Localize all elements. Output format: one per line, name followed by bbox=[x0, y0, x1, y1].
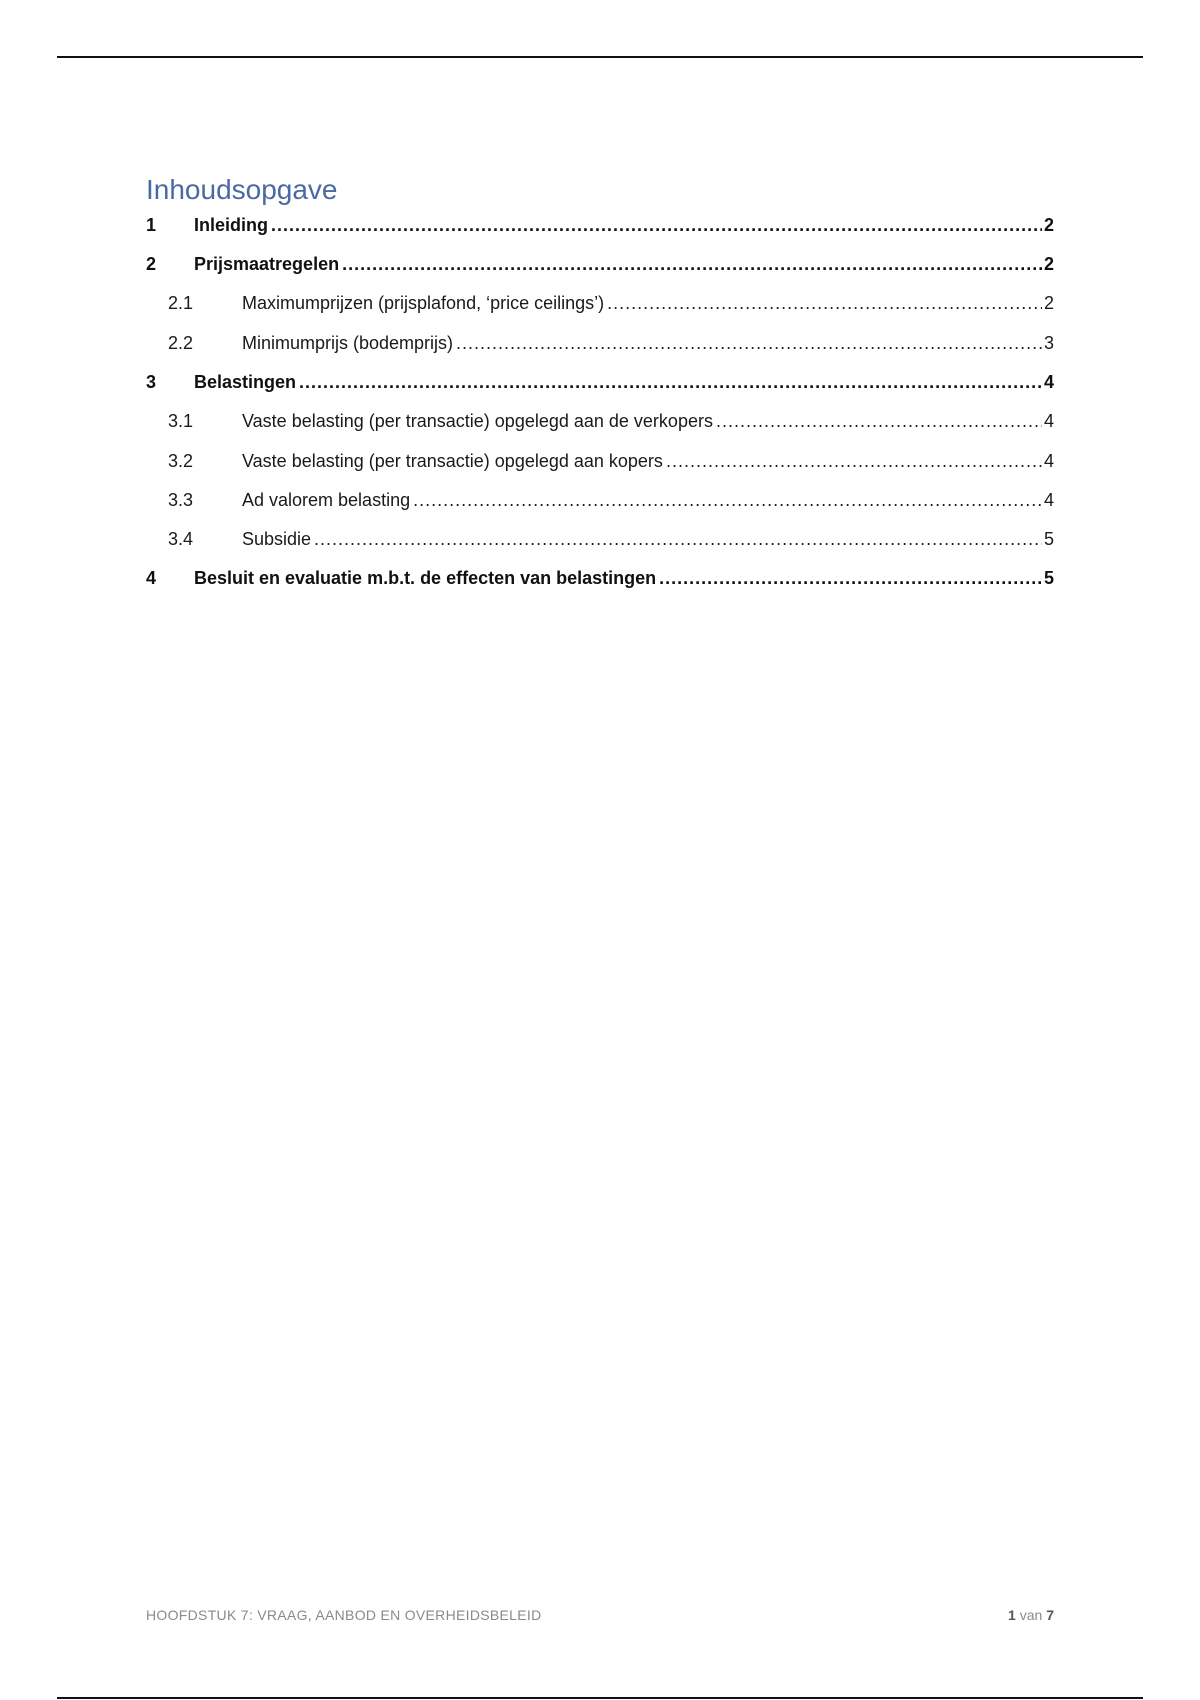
toc-entry-number: 3.1 bbox=[168, 411, 194, 431]
toc-entry-page: 4 bbox=[1043, 411, 1054, 431]
toc-entry-3-2[interactable] bbox=[146, 448, 1054, 474]
toc-entry-title: Belastingen bbox=[194, 372, 297, 392]
footer-rule bbox=[57, 1697, 1143, 1699]
footer-chapter-title: HOOFDSTUK 7: VRAAG, AANBOD EN OVERHEIDSBELEID bbox=[146, 1607, 542, 1623]
footer-page-separator: van bbox=[1019, 1607, 1043, 1623]
toc-entry-2[interactable] bbox=[146, 251, 1054, 277]
toc-dot-leader bbox=[659, 565, 1042, 591]
toc-entry-title: Minimumprijs (bodemprijs) bbox=[242, 333, 454, 353]
header-rule bbox=[57, 56, 1143, 58]
toc-dot-leader bbox=[413, 487, 1042, 513]
toc-entry-page: 2 bbox=[1043, 215, 1054, 235]
toc-entry-title: Prijsmaatregelen bbox=[194, 254, 340, 274]
toc-entry-title: Vaste belasting (per transactie) opgelegd aan kopers bbox=[242, 451, 663, 471]
toc-entry-title: Maximumprijzen (prijsplafond, ‘price ceilings’) bbox=[242, 293, 605, 313]
toc-entry-number: 1 bbox=[146, 215, 157, 235]
toc-entry-2-1[interactable] bbox=[146, 290, 1054, 316]
toc-entry-number: 2.2 bbox=[168, 333, 194, 353]
toc-entry-3-1[interactable] bbox=[146, 408, 1054, 434]
toc-entry-2-2[interactable] bbox=[146, 330, 1054, 356]
toc-entry-page: 5 bbox=[1043, 529, 1054, 549]
toc-entry-page: 5 bbox=[1043, 568, 1054, 588]
toc-entry-title: Subsidie bbox=[242, 529, 312, 549]
toc-dot-leader bbox=[607, 290, 1042, 316]
toc-entry-4[interactable] bbox=[146, 565, 1054, 591]
toc-entry-number: 3.4 bbox=[168, 529, 194, 549]
toc-entry-title: Besluit en evaluatie m.b.t. de effecten van belastingen bbox=[194, 568, 657, 588]
toc-entry-3-4[interactable] bbox=[146, 526, 1054, 552]
toc-entry-title: Ad valorem belasting bbox=[242, 490, 411, 510]
toc-dot-leader bbox=[666, 448, 1042, 474]
toc-entry-number: 2.1 bbox=[168, 293, 194, 313]
toc-heading: Inhoudsopgave bbox=[146, 174, 338, 205]
toc-entry-number: 3.3 bbox=[168, 490, 194, 510]
toc-entry-number: 3.2 bbox=[168, 451, 194, 471]
toc-dot-leader bbox=[299, 369, 1042, 395]
toc-entry-1[interactable] bbox=[146, 212, 1054, 238]
toc-entry-page: 4 bbox=[1043, 490, 1054, 510]
toc-entry-page: 3 bbox=[1043, 333, 1054, 353]
toc-entry-title: Inleiding bbox=[194, 215, 268, 235]
toc-dot-leader bbox=[716, 408, 1042, 434]
footer-current-page: 1 bbox=[1008, 1607, 1016, 1623]
toc-entry-number: 3 bbox=[146, 372, 157, 392]
footer-total-pages: 7 bbox=[1046, 1607, 1054, 1623]
toc-dot-leader bbox=[314, 526, 1042, 552]
toc-entry-number: 2 bbox=[146, 254, 157, 274]
toc-entry-3-3[interactable] bbox=[146, 487, 1054, 513]
toc-entry-number: 4 bbox=[146, 568, 157, 588]
toc-dot-leader bbox=[342, 251, 1042, 277]
toc-entry-page: 4 bbox=[1043, 372, 1054, 392]
toc-entry-page: 2 bbox=[1043, 293, 1054, 313]
toc-dot-leader bbox=[271, 212, 1042, 238]
toc-entry-title: Vaste belasting (per transactie) opgelegd aan de verkopers bbox=[242, 411, 713, 431]
toc-dot-leader bbox=[456, 330, 1042, 356]
toc-entry-page: 4 bbox=[1043, 451, 1054, 471]
toc-entry-3[interactable] bbox=[146, 369, 1054, 395]
toc-entry-page: 2 bbox=[1043, 254, 1054, 274]
footer-page-number bbox=[1008, 1607, 1054, 1623]
